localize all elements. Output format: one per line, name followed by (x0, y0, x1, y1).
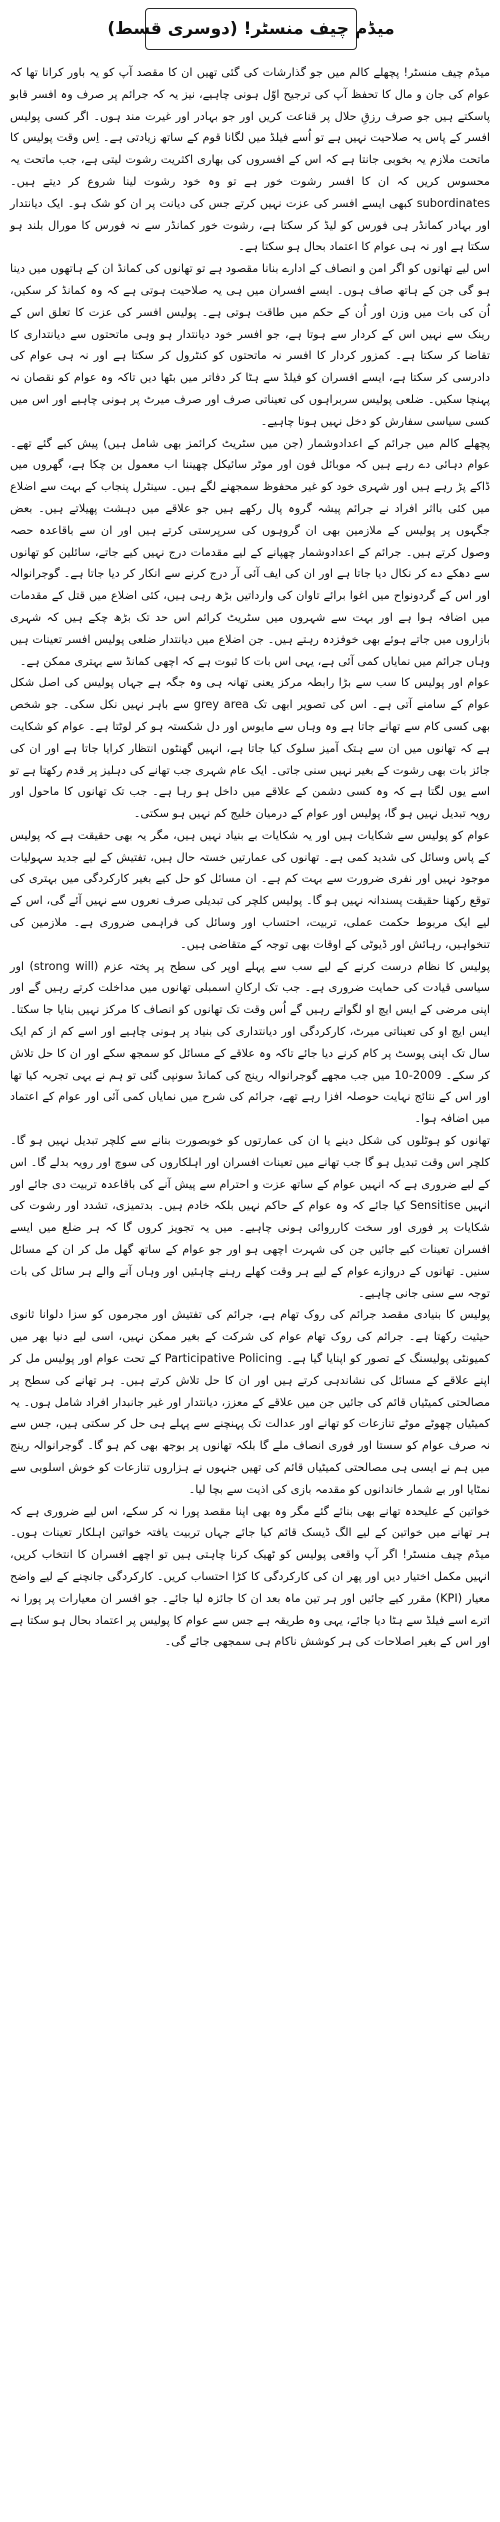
article-paragraph: پچھلے کالم میں جرائم کے اعدادوشمار (جن میں سٹریٹ کرائمز بھی شامل ہیں) پیش کیے گئے تھے۔ عوام دہائی دے رہے ہیں کہ موبائل فون اور موٹر سائیکل چھیننا اب معمول بن چکا ہے، گھروں میں ڈاکے پڑ رہے ہیں اور شہری خود کو غیر محفوظ سمجھنے لگے ہیں۔ سینٹرل پنجاب کے بہت سے اضلاع میں کئی بااثر افراد نے جرائم پیشہ گروہ پال رکھے ہیں جو علاقے میں دہشت پھیلاتے ہیں۔ بعض جگہوں پر پولیس کے ملازمین بھی ان گروہوں کی سرپرستی کرتے ہیں اور ان سے باقاعدہ حصہ وصول کرتے ہیں۔ جرائم کے اعدادوشمار چھپانے کے لیے مقدمات درج نہیں کیے جاتے، سائلین کو تھانوں سے دھکے دے کر نکال دیا جاتا ہے اور ان کی ایف آئی آر درج کرنے سے انکار کر دیا جاتا ہے۔ گوجرانوالہ اور اس کے گردونواح میں اغوا برائے تاوان کی وارداتیں بڑھ رہی ہیں، کئی اضلاع میں قتل کے مقدمات میں اضافہ ہوا ہے اور بہت سے شہروں میں سٹریٹ کرائم اس حد تک بڑھ چکے ہیں کہ شہری بازاروں میں جاتے ہوئے بھی خوفزدہ رہتے ہیں۔ جن اضلاع میں دیانتدار ضلعی پولیس افسر تعینات ہیں وہاں جرائم میں نمایاں کمی آئی ہے، یہی اس بات کا ثبوت ہے کہ اچھی کمانڈ سے بہتری ممکن ہے۔ (10, 436, 490, 668)
article-paragraph: اس لیے تھانوں کو اگر امن و انصاف کے ادارے بنانا مقصود ہے تو تھانوں کی کمانڈ ان کے ہاتھوں میں دینا ہو گی جن کے ہاتھ صاف ہوں۔ ایسے افسران میں ہی یہ صلاحیت ہوتی ہے کہ وہ کمانڈ کر سکیں، اُن کی بات میں وزن اور اُن کے حکم میں طاقت ہوتی ہے۔ پولیس افسر کی عزت کا تعلق اس کے رینک سے نہیں اس کے کردار سے ہوتا ہے، جو افسر خود دیانتدار ہو وہی ماتحتوں سے دیانتداری کا تقاضا کر سکتا ہے۔ کمزور کردار کا افسر نہ ماتحتوں کو کنٹرول کر سکتا ہے اور نہ ہی عوام کی دادرسی کر سکتا ہے، ایسے افسران کو فیلڈ سے ہٹا کر دفاتر میں بٹھا دیں تاکہ وہ عوام کو نقصان نہ پہنچا سکیں۔ ضلعی پولیس سربراہوں کی تعیناتی صرف اور صرف میرٹ پر ہونی چاہیے اور اس میں کسی سیاسی سفارش کو دخل نہیں ہونا چاہیے۔ (10, 262, 490, 428)
article-title: میڈم چیف منسٹر! (دوسری قسط) (107, 19, 395, 39)
article-paragraph: خواتین کے علیحدہ تھانے بھی بنائے گئے مگر وہ بھی اپنا مقصد پورا نہ کر سکے، اس لیے ضروری ہے کہ ہر تھانے میں خواتین کے لیے الگ ڈیسک قائم کیا جائے جہاں تربیت یافتہ خواتین اہلکار تعینات ہوں۔ میڈم چیف منسٹر! اگر آپ واقعی پولیس کو ٹھیک کرنا چاہتی ہیں تو اچھے افسران کا انتخاب کریں، انہیں مکمل اختیار دیں اور پھر ان کی کارکردگی کا کڑا احتساب کریں۔ کارکردگی جانچنے کے لیے واضح معیار (KPI) مقرر کیے جائیں اور ہر تین ماہ بعد ان کا جائزہ لیا جائے۔ جو افسر ان معیارات پر پورا نہ اترے اسے فیلڈ سے ہٹا دیا جائے، یہی وہ طریقہ ہے جس سے عوام کا پولیس پر اعتماد بحال ہو سکتا ہے اور اس کے بغیر اصلاحات کی ہر کوشش ناکام ہی سمجھی جائے گی۔ (10, 1504, 490, 1649)
article-paragraph: پولیس کا نظام درست کرنے کے لیے سب سے پہلے اوپر کی سطح پر پختہ عزم (strong will) اور سیاسی قیادت کی حمایت ضروری ہے۔ جب تک ارکانِ اسمبلی تھانوں میں مداخلت کرتے رہیں گے اور اپنی مرضی کے ایس ایچ او لگواتے رہیں گے اُس وقت تک تھانوں کو انصاف کا مرکز نہیں بنایا جا سکتا۔ ایس ایچ او کی تعیناتی میرٹ، کارکردگی اور دیانتداری کی بنیاد پر ہونی چاہیے اور اسے کم از کم ایک سال تک اپنی پوسٹ پر کام کرنے دیا جائے تاکہ وہ علاقے کے مسائل کو سمجھ سکے اور ان کا حل تلاش کر سکے۔ 2009-10 میں جب مجھے گوجرانوالہ رینج کی کمانڈ سونپی گئی تو ہم نے یہی تجربہ کیا تھا اور اس کے نتائج نہایت حوصلہ افزا رہے تھے، جرائم کی شرح میں نمایاں کمی آئی اور عوام کے اعتماد میں اضافہ ہوا۔ (10, 959, 490, 1126)
article-title-box (107, 8, 395, 50)
article-paragraph: عوام کو پولیس سے شکایات ہیں اور یہ شکایات بے بنیاد نہیں ہیں، مگر یہ بھی حقیقت ہے کہ پولیس کے پاس وسائل کی شدید کمی ہے۔ تھانوں کی عمارتیں خستہ حال ہیں، تفتیش کے لیے جدید سہولیات موجود نہیں اور نفری ضرورت سے بہت کم ہے۔ ان مسائل کو حل کیے بغیر کارکردگی میں بہتری کی توقع رکھنا حقیقت پسندانہ نہیں ہو گا۔ پولیس کلچر کی تبدیلی صرف نعروں سے نہیں آئے گی، اس کے لیے ایک مربوط حکمت عملی، تربیت، احتساب اور وسائل کی فراہمی ضروری ہے۔ ملازمین کی تنخواہیں، رہائش اور ڈیوٹی کے اوقات بھی توجہ کے متقاضی ہیں۔ (10, 828, 490, 951)
article-paragraph: عوام اور پولیس کا سب سے بڑا رابطہ مرکز یعنی تھانہ ہی وہ جگہ ہے جہاں پولیس کی اصل شکل عوام کے سامنے آتی ہے۔ اس کی تصویر ابھی تک grey area سے باہر نہیں نکل سکی۔ جو شخص بھی کسی کام سے تھانے جاتا ہے وہ وہاں سے مایوس اور دل شکستہ ہو کر لوٹتا ہے۔ عوام کو شکایت ہے کہ تھانوں میں ان سے ہتک آمیز سلوک کیا جاتا ہے، انہیں گھنٹوں انتظار کرایا جاتا ہے اور ان کی جائز بات بھی رشوت کے بغیر نہیں سنی جاتی۔ ایک عام شہری جب تھانے کی دہلیز پر قدم رکھتا ہے تو اسے یوں لگتا ہے کہ وہ کسی دشمن کے علاقے میں داخل ہو رہا ہے۔ جب تک تھانوں کا ماحول اور رویہ تبدیل نہیں ہو گا، پولیس اور عوام کے درمیان خلیج کم نہیں ہو سکتی۔ (10, 676, 490, 821)
article-paragraph: میڈم چیف منسٹر! پچھلے کالم میں جو گذارشات کی گئی تھیں ان کا مقصد آپ کو یہ باور کرانا تھا کہ عوام کی جان و مال کا تحفظ آپ کی ترجیح اوّل ہونی چاہیے، نیز یہ کہ جرائم پر صرف وہ افسر قابو پاسکتے ہیں جو صرف رزقِ حلال پر قناعت کریں اور جو بہادر اور غیرت مند ہوں۔ اگر کسی پولیس افسر کے پاس یہ صلاحیت نہیں ہے تو اُسے فیلڈ میں لگانا قوم کے ساتھ زیادتی ہے۔ اِس وقت پولیس کا ماتحت ملازم یہ بخوبی جانتا ہے کہ اس کے افسروں کی بھاری اکثریت رشوت لیتی ہے، جب ماتحت یہ محسوس کریں کہ ان کا افسر رشوت خور ہے تو وہ خود رشوت لینا شروع کر دیتے ہیں۔ subordinates کبھی ایسے افسر کی عزت نہیں کرتے جس کی دیانت پر ان کو شک ہو۔ ایک دیانتدار اور بہادر کمانڈر ہی فورس کو لیڈ کر سکتا ہے، رشوت خور کمانڈر سے نہ فورس کا مورال بلند ہو سکتا ہے اور نہ ہی عوام کا اعتماد بحال ہو سکتا ہے۔ (10, 66, 490, 254)
article-paragraph: پولیس کا بنیادی مقصد جرائم کی روک تھام ہے، جرائم کی تفتیش اور مجرموں کو سزا دلوانا ثانوی حیثیت رکھتا ہے۔ جرائم کی روک تھام عوام کی شرکت کے بغیر ممکن نہیں، اسی لیے دنیا بھر میں کمیونٹی پولیسنگ کے تصور کو اپنایا گیا ہے۔ Participative Policing کے تحت عوام اور پولیس مل کر اپنے علاقے کے مسائل کی نشاندہی کرتے ہیں اور ان کا حل تلاش کرتے ہیں۔ ہر تھانے کی سطح پر مصالحتی کمیٹیاں قائم کی جائیں جن میں علاقے کے معزز، دیانتدار اور غیر جانبدار افراد شامل ہوں۔ یہ کمیٹیاں چھوٹے موٹے تنازعات کو تھانے اور عدالت تک پہنچنے سے پہلے ہی حل کر سکتی ہیں، جس سے نہ صرف عوام کو سستا اور فوری انصاف ملے گا بلکہ تھانوں پر بوجھ بھی کم ہو گا۔ گوجرانوالہ رینج میں ہم نے ایسی ہی مصالحتی کمیٹیاں قائم کی تھیں جنہوں نے ہزاروں تنازعات کو خوش اسلوبی سے نمٹایا اور بے شمار خاندانوں کو مقدمہ بازی کی اذیت سے بچا لیا۔ (10, 1308, 490, 1496)
article-paragraph: تھانوں کو ہوٹلوں کی شکل دینے یا ان کی عمارتوں کو خوبصورت بنانے سے کلچر تبدیل نہیں ہو گا۔ کلچر اس وقت تبدیل ہو گا جب تھانے میں تعینات افسران اور اہلکاروں کی سوچ اور رویہ بدلے گا۔ اس کے لیے ضروری ہے کہ انہیں عوام کے ساتھ عزت و احترام سے پیش آنے کی باقاعدہ تربیت دی جائے اور انہیں Sensitise کیا جائے کہ وہ عوام کے حاکم نہیں بلکہ خادم ہیں۔ بدتمیزی، تشدد اور رشوت کی شکایات پر فوری اور سخت کارروائی ہونی چاہیے۔ میں یہ تجویز کروں گا کہ ہر ضلع میں ایسے افسران تعینات کیے جائیں جن کی شہرت اچھی ہو اور جو عوام کے ساتھ گھل مل کر ان کے مسائل سنیں۔ تھانوں کے دروازے عوام کے لیے ہر وقت کھلے رہنے چاہئیں اور وہاں آنے والے ہر سائل کی بات توجہ سے سنی جانی چاہیے۔ (10, 1134, 490, 1300)
article-body (10, 62, 490, 1653)
